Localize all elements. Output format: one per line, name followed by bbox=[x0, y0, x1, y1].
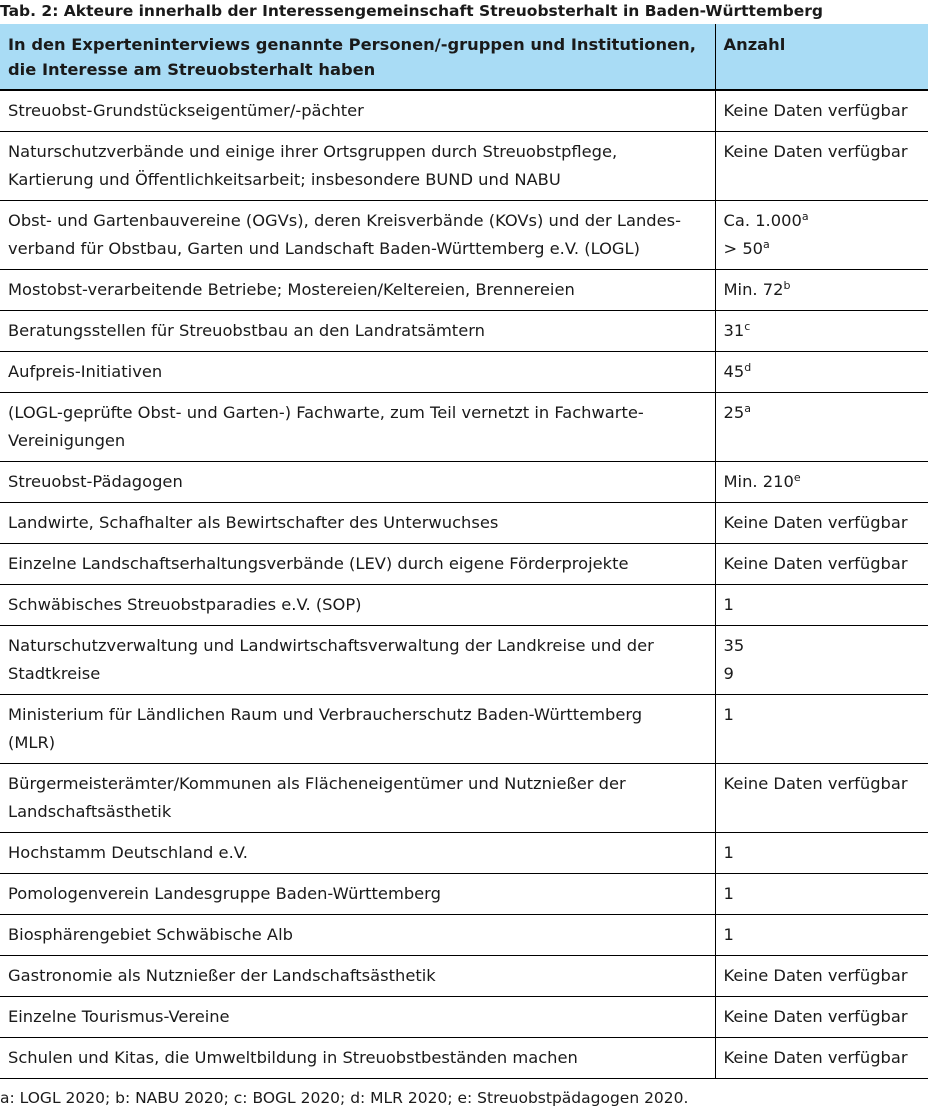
count-value: Keine Daten verfügbar bbox=[723, 142, 908, 161]
count-line bbox=[724, 770, 927, 798]
count-value: 1 bbox=[723, 925, 734, 944]
count-value: Keine Daten verfügbar bbox=[723, 101, 908, 120]
count-line bbox=[724, 207, 927, 235]
count-line bbox=[724, 660, 927, 688]
actor-text: Obst- und Gartenbauvereine (OGVs), deren Kreisverbände (KOVs) und der Landes- bbox=[8, 211, 681, 230]
table-row bbox=[0, 544, 928, 585]
count-cell bbox=[715, 915, 928, 956]
actor-text: Kartierung und Öffentlichkeitsarbeit; insbesondere BUND und NABU bbox=[8, 170, 561, 189]
actor-text: Hochstamm Deutschland e.V. bbox=[8, 843, 248, 862]
count-value: 35 bbox=[723, 636, 745, 655]
count-line bbox=[724, 1003, 927, 1031]
footnote-marker: b bbox=[783, 279, 791, 292]
actor-cell bbox=[0, 393, 715, 462]
count-line bbox=[724, 399, 927, 427]
count-value: Keine Daten verfügbar bbox=[723, 1007, 908, 1026]
count-value: 25 bbox=[723, 403, 745, 422]
count-line bbox=[724, 97, 927, 125]
actor-text: Beratungsstellen für Streuobstbau an den Landratsämtern bbox=[8, 321, 485, 340]
actor-text: Naturschutzverbände und einige ihrer Ortsgruppen durch Streuobstpflege, bbox=[8, 142, 618, 161]
table-row bbox=[0, 311, 928, 352]
header-actors bbox=[0, 24, 715, 90]
actor-text: (LOGL-geprüfte Obst- und Garten-) Fachwarte, zum Teil vernetzt in Fachwarte- bbox=[8, 403, 644, 422]
count-cell bbox=[715, 997, 928, 1038]
count-line bbox=[724, 468, 927, 496]
actor-text: Landwirte, Schafhalter als Bewirtschafter des Unterwuchses bbox=[8, 513, 499, 532]
actor-text: Landschaftsästhetik bbox=[8, 802, 172, 821]
table-row bbox=[0, 915, 928, 956]
footnote-marker: c bbox=[744, 320, 751, 333]
count-value: Keine Daten verfügbar bbox=[723, 1048, 908, 1067]
count-cell bbox=[715, 90, 928, 132]
count-cell bbox=[715, 462, 928, 503]
count-cell bbox=[715, 270, 928, 311]
actor-text: Aufpreis-Initiativen bbox=[8, 362, 163, 381]
actor-cell bbox=[0, 997, 715, 1038]
count-cell bbox=[715, 352, 928, 393]
count-cell bbox=[715, 585, 928, 626]
actor-text: Pomologenverein Landesgruppe Baden-Württemberg bbox=[8, 884, 441, 903]
count-line bbox=[724, 235, 927, 263]
count-line bbox=[724, 138, 927, 166]
count-line bbox=[724, 839, 927, 867]
count-cell bbox=[715, 874, 928, 915]
actor-cell bbox=[0, 695, 715, 764]
actor-cell bbox=[0, 1038, 715, 1079]
actor-cell bbox=[0, 201, 715, 270]
table-row bbox=[0, 695, 928, 764]
count-cell bbox=[715, 695, 928, 764]
count-value: > 50 bbox=[723, 239, 764, 258]
header-actors-line: In den Experteninterviews genannte Personen/-gruppen und Institutionen, bbox=[8, 35, 696, 54]
count-line bbox=[724, 550, 927, 578]
count-line bbox=[724, 358, 927, 386]
count-value: Keine Daten verfügbar bbox=[723, 554, 908, 573]
table-row bbox=[0, 201, 928, 270]
actor-cell bbox=[0, 915, 715, 956]
footnote-marker: a bbox=[763, 238, 770, 251]
count-cell bbox=[715, 393, 928, 462]
count-cell bbox=[715, 544, 928, 585]
count-cell bbox=[715, 764, 928, 833]
header-count: Anzahl bbox=[715, 24, 928, 90]
count-line bbox=[724, 921, 927, 949]
actor-cell bbox=[0, 311, 715, 352]
actor-text: Schulen und Kitas, die Umweltbildung in Streuobstbeständen machen bbox=[8, 1048, 578, 1067]
count-value: Min. 72 bbox=[723, 280, 784, 299]
actor-text: (MLR) bbox=[8, 733, 56, 752]
count-line bbox=[724, 317, 927, 345]
actor-text: Naturschutzverwaltung und Landwirtschaftsverwaltung der Landkreise und der bbox=[8, 636, 654, 655]
footnote-marker: d bbox=[744, 361, 752, 374]
table-row bbox=[0, 874, 928, 915]
count-line bbox=[724, 1044, 927, 1072]
count-line bbox=[724, 591, 927, 619]
table-header-row bbox=[0, 24, 928, 90]
table-row bbox=[0, 503, 928, 544]
actor-text: Bürgermeisterämter/Kommunen als Flächeneigentümer und Nutznießer der bbox=[8, 774, 626, 793]
actor-cell bbox=[0, 956, 715, 997]
header-actors-line: die Interesse am Streuobsterhalt haben bbox=[8, 60, 376, 79]
count-line bbox=[724, 276, 927, 304]
count-value: Ca. 1.000 bbox=[723, 211, 802, 230]
footnote-marker: a bbox=[744, 402, 751, 415]
count-cell bbox=[715, 1038, 928, 1079]
count-cell bbox=[715, 311, 928, 352]
count-value: Keine Daten verfügbar bbox=[723, 513, 908, 532]
actor-text: Einzelne Tourismus-Vereine bbox=[8, 1007, 230, 1026]
table-row bbox=[0, 626, 928, 695]
actor-cell bbox=[0, 585, 715, 626]
footnote-marker: e bbox=[793, 471, 801, 484]
count-cell bbox=[715, 833, 928, 874]
count-value: Keine Daten verfügbar bbox=[723, 774, 908, 793]
count-value: Min. 210 bbox=[723, 472, 794, 491]
actor-cell bbox=[0, 132, 715, 201]
table-body bbox=[0, 90, 928, 1079]
table-row bbox=[0, 956, 928, 997]
actor-cell bbox=[0, 874, 715, 915]
actor-cell bbox=[0, 764, 715, 833]
count-line bbox=[724, 880, 927, 908]
actor-text: Schwäbisches Streuobstparadies e.V. (SOP) bbox=[8, 595, 362, 614]
table-row bbox=[0, 352, 928, 393]
actor-text: Biosphärengebiet Schwäbische Alb bbox=[8, 925, 293, 944]
count-value: 9 bbox=[723, 664, 734, 683]
actor-text: Streuobst-Pädagogen bbox=[8, 472, 183, 491]
actor-cell bbox=[0, 462, 715, 503]
count-cell bbox=[715, 956, 928, 997]
table-row bbox=[0, 585, 928, 626]
actor-text: Streuobst-Grundstückseigentümer/-pächter bbox=[8, 101, 364, 120]
count-line bbox=[724, 509, 927, 537]
table-row bbox=[0, 132, 928, 201]
table-row bbox=[0, 1038, 928, 1079]
count-value: 45 bbox=[723, 362, 745, 381]
count-value: 31 bbox=[723, 321, 745, 340]
table-row bbox=[0, 997, 928, 1038]
count-value: 1 bbox=[723, 595, 734, 614]
actor-text: Stadtkreise bbox=[8, 664, 101, 683]
table-footnote: a: LOGL 2020; b: NABU 2020; c: BOGL 2020; d: MLR 2020; e: Streuobstpädagogen 2020. bbox=[0, 1089, 689, 1107]
count-line bbox=[724, 962, 927, 990]
actor-cell bbox=[0, 544, 715, 585]
footnote-marker: a bbox=[801, 210, 809, 223]
count-line bbox=[724, 632, 927, 660]
actor-cell bbox=[0, 833, 715, 874]
count-cell bbox=[715, 503, 928, 544]
actor-text: Mostobst-verarbeitende Betriebe; Mostereien/Keltereien, Brennereien bbox=[8, 280, 575, 299]
table-row bbox=[0, 764, 928, 833]
count-cell bbox=[715, 626, 928, 695]
count-value: Keine Daten verfügbar bbox=[723, 966, 908, 985]
actor-cell bbox=[0, 503, 715, 544]
actor-cell bbox=[0, 270, 715, 311]
actor-cell bbox=[0, 352, 715, 393]
actor-text: Gastronomie als Nutznießer der Landschaftsästhetik bbox=[8, 966, 436, 985]
table-row bbox=[0, 462, 928, 503]
actor-cell bbox=[0, 90, 715, 132]
table-row bbox=[0, 833, 928, 874]
actor-text: Einzelne Landschaftserhaltungsverbände (LEV) durch eigene Förderprojekte bbox=[8, 554, 629, 573]
actor-text: Ministerium für Ländlichen Raum und Verbraucherschutz Baden-Württemberg bbox=[8, 705, 643, 724]
count-value: 1 bbox=[723, 705, 734, 724]
actor-text: Vereinigungen bbox=[8, 431, 126, 450]
count-value: 1 bbox=[723, 884, 734, 903]
count-line bbox=[724, 701, 927, 729]
actors-table bbox=[0, 24, 928, 1079]
count-cell bbox=[715, 201, 928, 270]
table-row bbox=[0, 270, 928, 311]
table-row bbox=[0, 90, 928, 132]
actor-text: verband für Obstbau, Garten und Landschaft Baden-Württemberg e.V. (LOGL) bbox=[8, 239, 640, 258]
actor-cell bbox=[0, 626, 715, 695]
table-caption: Tab. 2: Akteure innerhalb der Interessengemeinschaft Streuobsterhalt in Baden-Württemberg bbox=[0, 2, 823, 20]
count-value: 1 bbox=[723, 843, 734, 862]
count-cell bbox=[715, 132, 928, 201]
table-row bbox=[0, 393, 928, 462]
